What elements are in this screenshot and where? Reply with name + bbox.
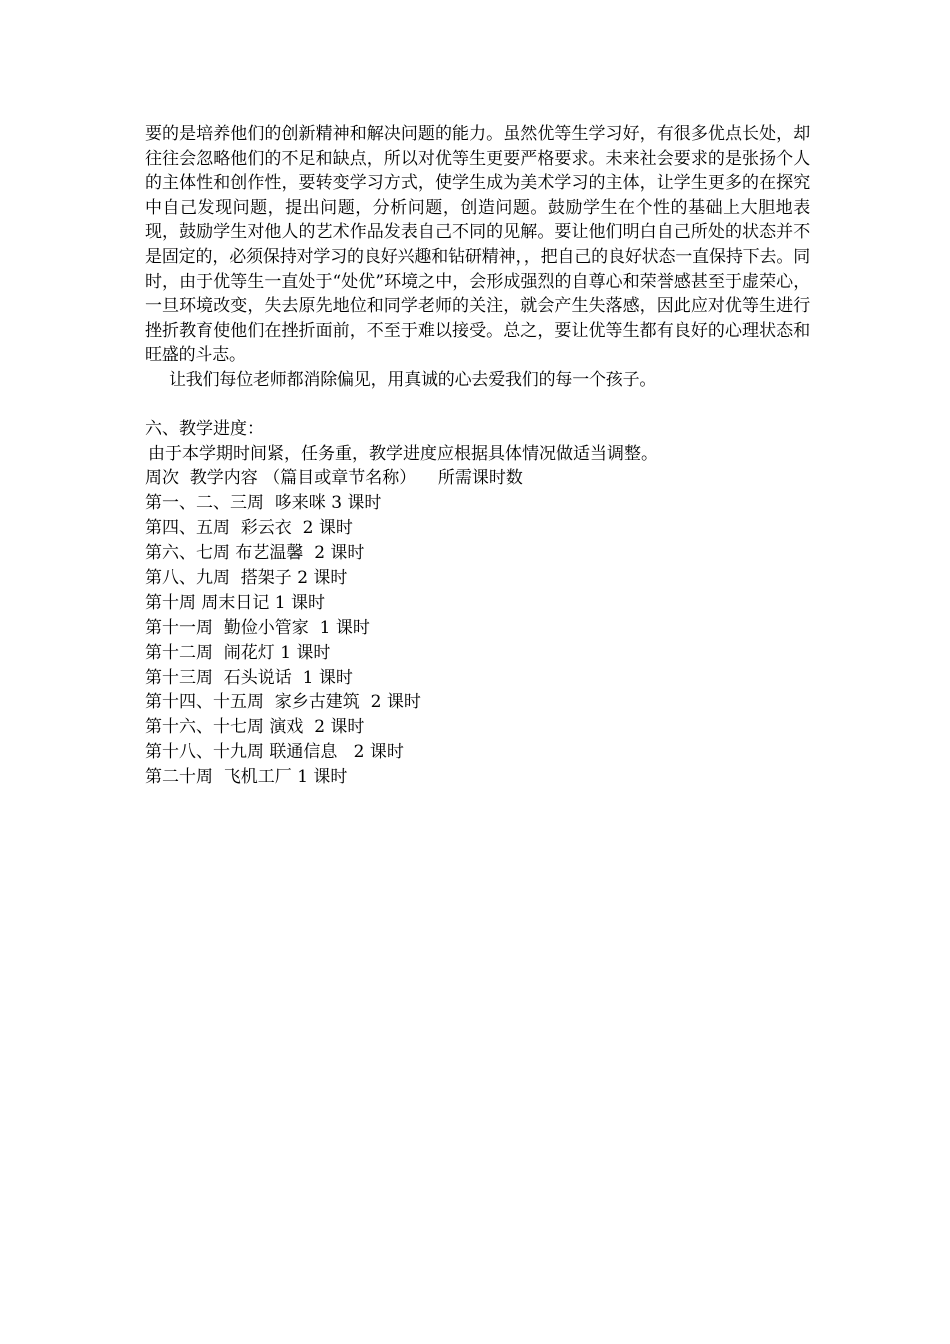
blank-line <box>145 393 810 418</box>
schedule-item: 第六、七周 布艺温馨 2 课时 <box>145 543 365 564</box>
schedule-list <box>145 491 810 790</box>
section-heading-teaching-schedule: 六、教学进度： <box>145 419 264 440</box>
schedule-item: 第四、五周 彩云衣 2 课时 <box>145 518 353 539</box>
schedule-note: 由于本学期时间紧，任务重，教学进度应根据具体情况做适当调整。 <box>148 443 658 464</box>
schedule-item: 第八、九周 搭架子 2 课时 <box>145 567 348 588</box>
schedule-item: 第十八、十九周 联通信息 2 课时 <box>145 742 404 763</box>
body-paragraph-closing: 让我们每位老师都消除偏见，用真诚的心去爱我们的每一个孩子。 <box>169 369 657 390</box>
schedule-item: 第十六、十七周 演戏 2 课时 <box>145 717 365 738</box>
schedule-item: 第一、二、三周 哆来咪 3 课时 <box>145 493 382 514</box>
schedule-item: 第十一周 勤俭小管家 1 课时 <box>145 617 370 638</box>
schedule-header: 周次 教学内容 （篇目或章节名称） 所需课时数 <box>145 468 523 489</box>
schedule-item: 第十周 周末日记 1 课时 <box>145 592 326 613</box>
document-page <box>145 122 810 790</box>
body-paragraph-excellent-students: 要的是培养他们的创新精神和解决问题的能力。虽然优等生学习好，有很多优点长处，却往往会忽略他们的不足和缺点，所以对优等生更要严格要求。未来社会要求的是张扬个人的主体性和创作性，要转变学习方式，使学生成为美术学习的主体，让学生更多的在探究中自己发现问题，提出问题，分析问题，创造问题。鼓励学生在个性的基础上大胆地表现，鼓励学生对他人的艺术作品发表自己不同的见解。要让他们明白自己所处的状态并不是固定的，必须保持对学习的良好兴趣和钻研精神，，把自己的良好状态一直保持下去。同时，由于优等生一直处于“处优”环境之中，会形成强烈的自尊心和荣誉感甚至于虚荣心，一旦环境改变，失去原先地位和同学老师的关注，就会产生失落感，因此应对优等生进行挫折教育使他们在挫折面前，不至于难以接受。总之，要让优等生都有良好的心理状态和旺盛的斗志。 <box>145 124 810 366</box>
schedule-item: 第二十周 飞机工厂 1 课时 <box>145 767 348 788</box>
schedule-item: 第十三周 石头说话 1 课时 <box>145 667 353 688</box>
schedule-item: 第十二周 闹花灯 1 课时 <box>145 642 331 663</box>
schedule-item: 第十四、十五周 家乡古建筑 2 课时 <box>145 692 421 713</box>
